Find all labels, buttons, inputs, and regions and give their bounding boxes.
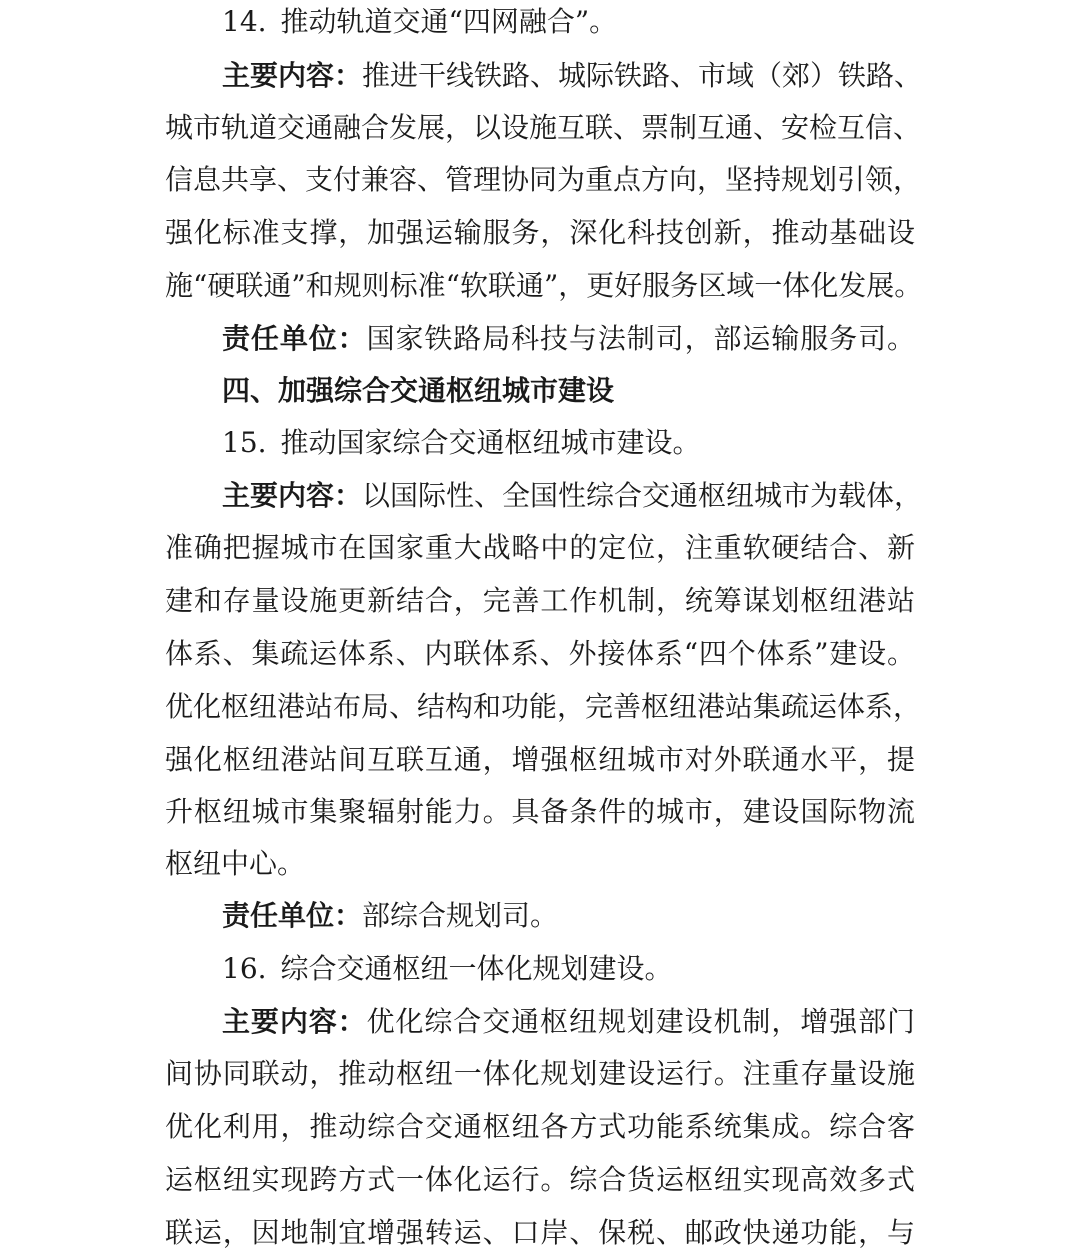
content-text: 以国际性、全国性综合交通枢纽城市为载体， (362, 479, 923, 512)
item-15-content-line: 升枢纽城市集聚辐射能力。具备条件的城市，建设国际物流 (165, 795, 915, 828)
item-15-content-line: 强化枢纽港站间互联互通，增强枢纽城市对外联通水平，提 (165, 743, 915, 776)
item-14-content-line: 施“硬联通”和规则标准“软联通”，更好服务区域一体化发展。 (165, 269, 923, 302)
item-15-content-line: 建和存量设施更新结合，完善工作机制，统筹谋划枢纽港站 (165, 584, 915, 617)
item-16-content-line: 优化利用，推动综合交通枢纽各方式功能系统集成。综合客 (165, 1110, 915, 1143)
responsibility-text: 部综合规划司。 (362, 899, 559, 932)
item-15-content-line: 枢纽中心。 (165, 847, 306, 880)
responsibility-label: 责任单位： (222, 322, 367, 355)
content-label: 主要内容： (222, 479, 363, 512)
content-label: 主要内容： (222, 59, 363, 92)
item-15-content-line: 准确把握城市在国家重大战略中的定位，注重软硬结合、新 (165, 531, 915, 564)
item-title: 推动国家综合交通枢纽城市建设。 (280, 426, 701, 459)
item-14-content-line (222, 50, 923, 102)
item-16-content-line: 间协同联动，推动枢纽一体化规划建设运行。注重存量设施 (165, 1057, 915, 1090)
item-15-content-line: 体系、集疏运体系、内联体系、外接体系“四个体系”建设。 (165, 637, 915, 670)
responsibility-label: 责任单位： (222, 899, 363, 932)
item-16-content-line: 运枢纽实现跨方式一体化运行。综合货运枢纽实现高效多式 (165, 1163, 915, 1196)
item-number: 15. (222, 426, 267, 459)
item-15-content-line: 优化枢纽港站布局、结构和功能，完善枢纽港站集疏运体系， (165, 690, 922, 723)
item-number: 16. (222, 952, 267, 985)
responsibility-text: 国家铁路局科技与法制司，部运输服务司。 (366, 322, 915, 355)
item-number: 14. (222, 5, 267, 38)
item-title: 综合交通枢纽一体化规划建设。 (280, 952, 673, 985)
content-label: 主要内容： (222, 1005, 367, 1038)
item-15-responsibility (222, 890, 915, 942)
item-16-content-line: 联运，因地制宜增强转运、口岸、保税、邮政快递功能，与 (165, 1216, 915, 1249)
item-14-responsibility (222, 313, 915, 365)
item-16-content-line (222, 996, 915, 1048)
content-text: 推进干线铁路、城际铁路、市域（郊）铁路、 (362, 59, 923, 92)
item-title: 推动轨道交通“四网融合”。 (280, 5, 618, 38)
item-14-content-line: 信息共享、支付兼容、管理协同为重点方向，坚持规划引领， (165, 163, 922, 196)
item-15-content-line (222, 470, 923, 522)
item-14-heading (222, 0, 915, 48)
item-16-heading (222, 943, 915, 995)
content-text: 优化综合交通枢纽规划建设机制，增强部门 (366, 1005, 915, 1038)
item-14-content-line: 城市轨道交通融合发展，以设施互联、票制互通、安检互信、 (165, 111, 922, 144)
item-14-content-line: 强化标准支撑，加强运输服务，深化科技创新，推动基础设 (165, 216, 915, 249)
item-15-heading (222, 417, 915, 469)
section-heading: 四、加强综合交通枢纽城市建设 (222, 374, 615, 407)
